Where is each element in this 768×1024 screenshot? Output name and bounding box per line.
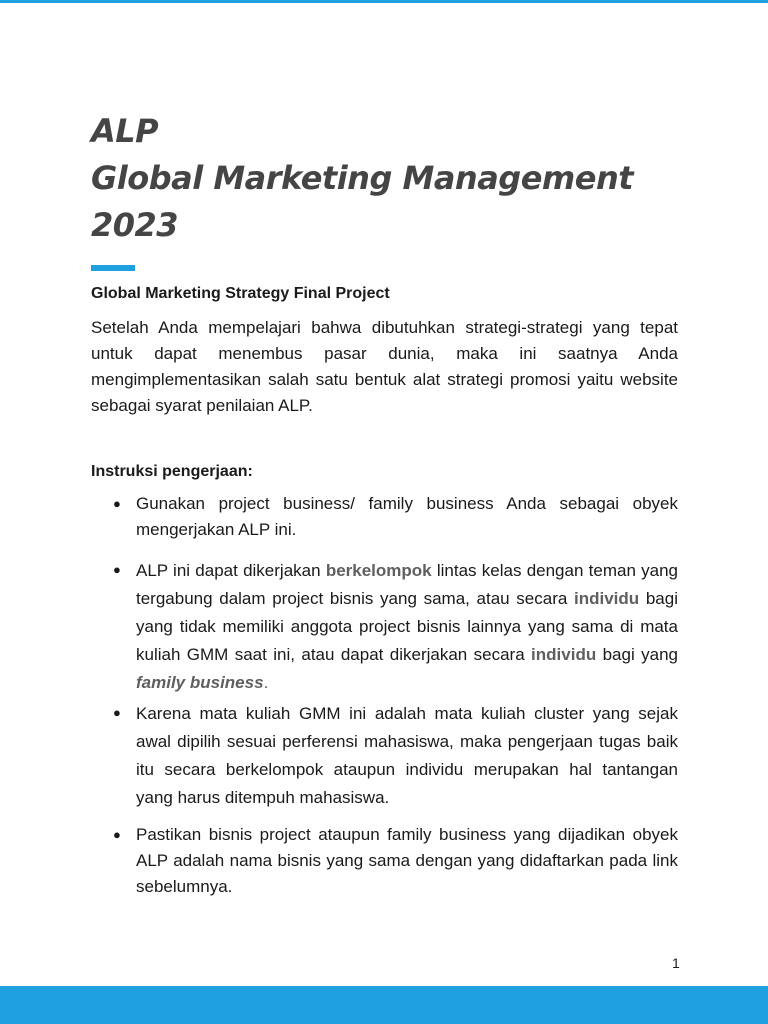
bullet-icon: ● — [113, 705, 121, 720]
intro-paragraph: Setelah Anda mempelajari bahwa dibutuhkan strategi-strategi yang tepat untuk dapat menembus pasar dunia, maka ini saatnya Anda mengimplementasikan salah satu bentuk alat strategi promosi yaitu website sebagai syarat penilaian ALP. — [91, 318, 678, 415]
document-body — [91, 108, 678, 900]
bullet-icon: ● — [113, 496, 121, 511]
emphasis-berkelompok: berkelompok — [325, 561, 432, 580]
list-item-text: Pastikan bisnis project ataupun family business yang dijadikan obyek ALP adalah nama bisnis yang sama dengan yang didaftarkan pada link sebelumnya. — [136, 825, 678, 896]
emphasis-family-business: family business — [136, 673, 264, 692]
bullet-icon: ● — [113, 562, 121, 577]
title-line-3: 2023 — [91, 206, 179, 244]
bullet-icon: ● — [113, 827, 121, 842]
instructions-heading: Instruksi pengerjaan: — [91, 463, 253, 480]
list-item-text-part: . — [263, 673, 269, 692]
document-title — [91, 108, 678, 249]
list-item-text: Gunakan project business/ family business Anda sebagai obyek mengerjakan ALP ini. — [136, 494, 678, 539]
list-item — [91, 822, 678, 900]
bottom-accent-bar — [0, 986, 768, 1024]
list-item — [91, 557, 678, 697]
list-item-text-part: lintas kelas dengan teman yang tergabung dalam project bisnis yang sama, atau secara — [136, 561, 679, 608]
list-item-text: Karena mata kuliah GMM ini adalah mata kuliah cluster yang sejak awal dipilih sesuai perferensi mahasiswa, maka pengerjaan tugas baik itu secara berkelompok ataupun individu merupakan hal tantangan yang harus ditempuh mahasiswa. — [136, 704, 678, 807]
list-item — [91, 700, 678, 812]
subtitle: Global Marketing Strategy Final Project — [91, 285, 390, 302]
list-item — [91, 491, 678, 543]
list-item-text-part: ALP ini dapat dikerjakan — [136, 561, 326, 580]
list-item-text-part: bagi yang tidak memiliki anggota project bisnis lainnya yang sama di mata kuliah GMM saat ini, atau dapat dikerjakan secara — [136, 589, 678, 664]
emphasis-individu: individu — [574, 589, 640, 608]
title-underline-rule — [91, 265, 135, 271]
title-line-1: ALP — [91, 112, 159, 150]
page-number: 1 — [672, 955, 680, 971]
list-item-text-part: bagi yang — [596, 645, 678, 664]
title-line-2: Global Marketing Management — [91, 159, 634, 197]
instructions-list — [91, 491, 678, 900]
top-accent-bar — [0, 0, 768, 3]
emphasis-individu: individu — [531, 645, 597, 664]
